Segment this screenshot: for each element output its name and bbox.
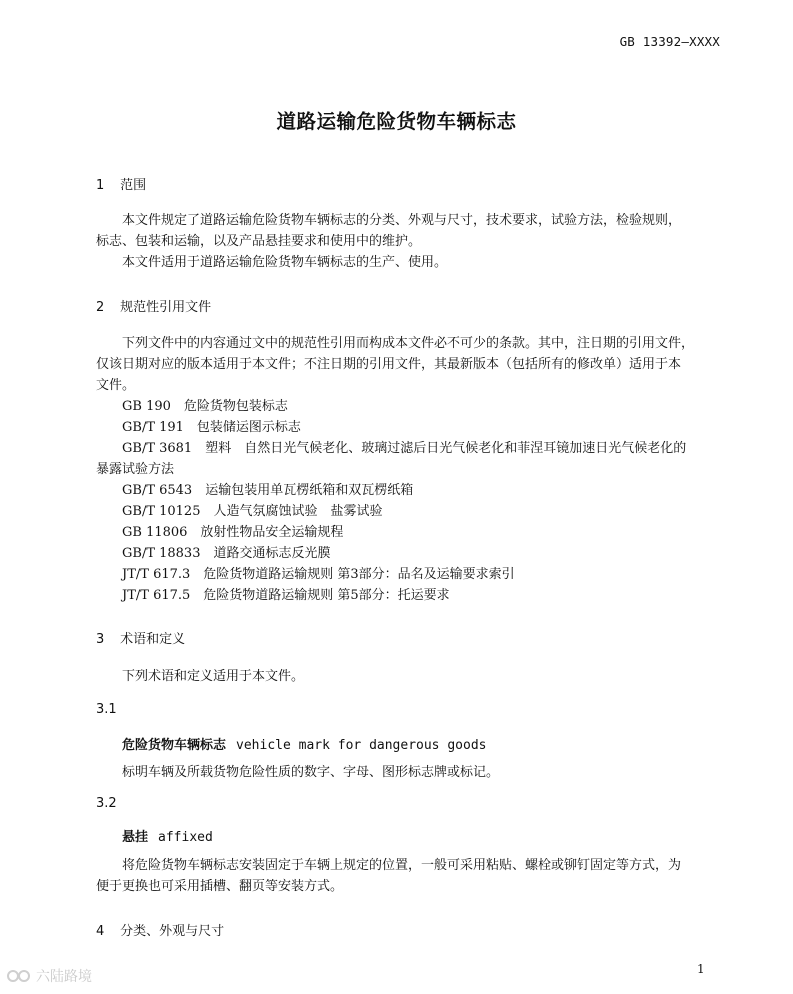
watermark-text: 六陆路境 bbox=[36, 969, 92, 985]
document-title: 道路运输危险货物车辆标志 bbox=[276, 110, 517, 133]
reference-item: GB/T 10125 人造气氛腐蚀试验 盐雾试验 bbox=[122, 504, 383, 519]
section-title: 范围 bbox=[120, 178, 147, 193]
term-number: 3.2 bbox=[96, 796, 117, 811]
reference-item: JT/T 617.3 危险货物道路运输规则 第3部分：品名及运输要求索引 bbox=[122, 567, 515, 582]
normative-intro-line: 仅该日期对应的版本适用于本文件；不注日期的引用文件，其最新版本（包括所有的修改单）适用于本 bbox=[96, 357, 682, 372]
scope-paragraph-line: 本文件规定了道路运输危险货物车辆标志的分类、外观与尺寸，技术要求，试验方法，检验规则， bbox=[122, 213, 682, 228]
term-definition-line: 便于更换也可采用插槽、翻页等安装方式。 bbox=[96, 879, 344, 894]
term-definition-line: 将危险货物车辆标志安装固定于车辆上规定的位置，一般可采用粘贴、螺栓或铆钉固定等方式，为 bbox=[122, 858, 682, 873]
reference-item: GB 190 危险货物包装标志 bbox=[122, 399, 288, 414]
section-title: 规范性引用文件 bbox=[120, 300, 212, 315]
section-number: 4 bbox=[96, 924, 105, 939]
reference-item: GB/T 6543 运输包装用单瓦楞纸箱和双瓦楞纸箱 bbox=[122, 483, 414, 498]
term-definition: 标明车辆及所载货物危险性质的数字、字母、图形标志牌或标记。 bbox=[122, 765, 500, 780]
section-1-heading bbox=[96, 174, 146, 193]
scope-paragraph: 本文件适用于道路运输危险货物车辆标志的生产、使用。 bbox=[122, 255, 448, 270]
scope-paragraph-line: 标志、包装和运输，以及产品悬挂要求和使用中的维护。 bbox=[96, 234, 422, 249]
section-number: 2 bbox=[96, 300, 105, 315]
term-chinese: 悬挂 bbox=[122, 830, 149, 845]
term-number: 3.1 bbox=[96, 702, 117, 717]
section-3-heading bbox=[96, 628, 185, 647]
section-title: 分类、外观与尺寸 bbox=[120, 924, 225, 939]
term-chinese: 危险货物车辆标志 bbox=[122, 738, 227, 753]
term-english: vehicle mark for dangerous goods bbox=[236, 738, 487, 753]
reference-item: GB/T 3681 塑料 自然日光气候老化、玻璃过滤后日光气候老化和菲涅耳镜加速日光气候老化的 bbox=[122, 441, 687, 456]
watermark-logo-icon bbox=[6, 969, 32, 983]
standard-code: GB 13392—XXXX bbox=[619, 34, 720, 49]
reference-item-continuation: 暴露试验方法 bbox=[96, 462, 175, 477]
section-number: 1 bbox=[96, 178, 105, 193]
section-title: 术语和定义 bbox=[120, 632, 186, 647]
reference-item: GB/T 18833 道路交通标志反光膜 bbox=[122, 546, 331, 561]
watermark bbox=[6, 966, 92, 986]
section-number: 3 bbox=[96, 632, 105, 647]
term-entry bbox=[122, 734, 486, 753]
term-entry bbox=[122, 826, 213, 845]
terms-intro: 下列术语和定义适用于本文件。 bbox=[122, 669, 305, 684]
section-2-heading bbox=[96, 296, 211, 315]
reference-item: GB 11806 放射性物品安全运输规程 bbox=[122, 525, 344, 540]
section-4-heading bbox=[96, 920, 224, 939]
term-english: affixed bbox=[158, 830, 213, 845]
reference-item: JT/T 617.5 危险货物道路运输规则 第5部分：托运要求 bbox=[122, 588, 450, 603]
normative-intro-line: 文件。 bbox=[96, 378, 136, 393]
normative-intro-line: 下列文件中的内容通过文中的规范性引用而构成本文件必不可少的条款。其中，注日期的引用文件， bbox=[122, 336, 695, 351]
reference-item: GB/T 191 包装储运图示标志 bbox=[122, 420, 301, 435]
page-number: 1 bbox=[697, 962, 705, 976]
